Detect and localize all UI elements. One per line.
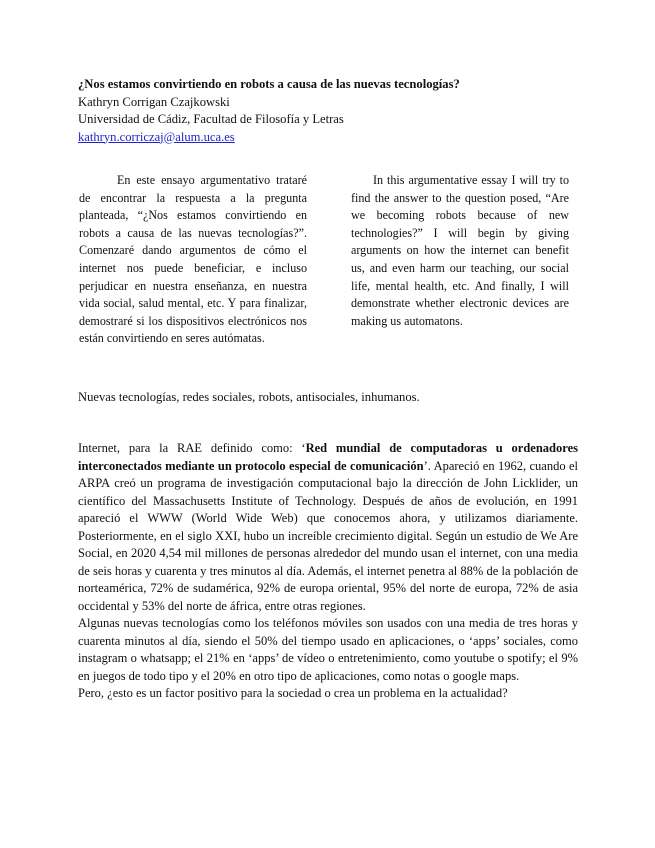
rae-definition: Red mundial de computadoras u ordenadores interconectados mediante un protocolo especial de comunicación	[78, 441, 578, 473]
abstract-english-text: In this argumentative essay I will try to find the answer to the question posed, “Are we becoming robots because of new technologies?” I will begin by giving arguments on how the internet can benefit us, and even harm our teaching, our social life, mental health, etc. And finally, I will demonstrate whether electronic devices are making us automatons.	[351, 173, 569, 328]
paragraph-2: Algunas nuevas tecnologías como los teléfonos móviles son usados con una media de tres horas y cuarenta minutos al día, siendo el 50% del tiempo usado en aplicaciones, o ‘apps’ sociales, como instagram o whatsapp; el 21% en ‘apps’ de vídeo o entretenimiento, como youtube o spotify; el 9% en juegos de todo tipo y el 20% en otro tipo de aplicaciones, como notas o google maps.	[78, 616, 578, 683]
paragraph-3: Pero, ¿esto es un factor positivo para la sociedad o crea un problema en la actualidad?	[78, 686, 508, 700]
author-name: Kathryn Corrigan Czajkowski	[78, 94, 230, 109]
author-email-link[interactable]: kathryn.corriczaj@alum.uca.es	[78, 129, 235, 144]
paragraph-1-start: Internet, para la RAE definido como: ‘	[78, 441, 306, 455]
body-text	[78, 440, 578, 703]
author-affiliation: Universidad de Cádiz, Facultad de Filosofía y Letras	[78, 112, 344, 126]
paragraph-1	[78, 440, 578, 615]
paper-title: ¿Nos estamos convirtiendo en robots a causa de las nuevas tecnologías?	[78, 77, 460, 91]
abstract-spanish	[79, 172, 307, 348]
paragraph-1-rest: ’. Apareció en 1962, cuando el ARPA creó un programa de investigación computacional bajo la dirección de John Licklider, un científico del Massachusetts Institute of Technology. Después de años de evolución, en 1991 apareció el WWW (World Wide Web) que conocemos ahora, y utilizamos diariamente. Posteriormente, en el siglo XXI, hubo un increíble crecimiento digital. Según un estudio de We Are Social, en 2020 4,54 mil millones de personas alrededor del mundo usan el internet, con una media de seis horas y cuarenta y tres minutos al día. Además, el internet penetra al 88% de la población de norteamérica, 72% de sudamérica, 92% de europa oriental, 95% del norte de europa, 72% de asia occidental y 53% del norte de áfrica, entre otras regiones.	[78, 458, 578, 613]
keywords: Nuevas tecnologías, redes sociales, robots, antisociales, inhumanos.	[78, 390, 420, 404]
paper-header	[78, 76, 578, 146]
abstract-english	[351, 172, 569, 330]
abstract-spanish-text: En este ensayo argumentativo trataré de encontrar la respuesta a la pregunta planteada, “¿Nos estamos convirtiendo en robots a causa de las nuevas tecnologías?”. Comenzaré dando argumentos de cómo el internet nos puede beneficiar, e incluso perjudicar en nuestra enseñanza, en nuestra vida social, salud mental, etc. Y para finalizar, demostraré si los dispositivos electrónicos nos están convirtiendo en seres autómatas.	[79, 173, 307, 346]
